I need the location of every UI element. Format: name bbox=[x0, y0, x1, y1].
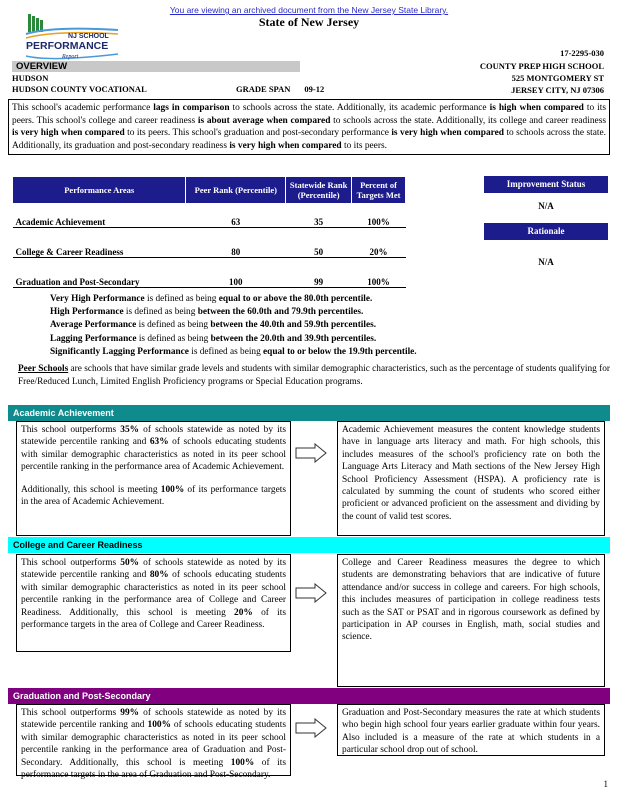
address-line2: JERSEY CITY, NJ 07306 bbox=[511, 85, 604, 95]
table-row: Graduation and Post-Secondary 100 99 100% bbox=[13, 258, 406, 288]
district-info bbox=[12, 73, 147, 95]
college-summary-box: This school outperforms 50% of schools statewide as noted by its statewide percentile ranking and 80% of schools educating students with similar demographic characteristics as noted in its peer school percentile ranking in the performance area of College and Career Readiness. Additionally, this school is meeting 20% of its performance targets in the area of College and Career Readiness. bbox=[16, 554, 291, 652]
county-district-name: HUDSON COUNTY VOCATIONAL bbox=[12, 84, 147, 94]
nj-school-performance-logo bbox=[22, 12, 122, 64]
page-number: 1 bbox=[603, 779, 608, 789]
definition-item: Significantly Lagging Performance is defined as being equal to or below the 19.9th percentile. bbox=[50, 346, 417, 357]
svg-text:Report: Report bbox=[62, 54, 79, 60]
graduation-description-box: Graduation and Post-Secondary measures the rate at which students who begin high school four years earlier graduate within four years. Also included is a measure of the rate at which students in a particular school drop out of school. bbox=[337, 704, 605, 756]
table-header-row bbox=[13, 177, 406, 204]
header-targets-met: Percent of Targets Met bbox=[352, 177, 406, 204]
peer-schools-note: Peer Schools are schools that have similar grade levels and students with similar demographic characteristics, such as the percentage of students qualifying for Free/Reduced Lunch, Limited English Proficiency programs or Special Education programs. bbox=[18, 364, 610, 387]
address-line1: 525 MONTGOMERY ST bbox=[511, 73, 604, 83]
section-header-college: College and Career Readiness bbox=[8, 537, 610, 553]
right-arrow-icon bbox=[295, 718, 327, 738]
header-performance-areas: Performance Areas bbox=[13, 177, 186, 204]
definition-item: Average Performance is defined as being between the 40.0th and 59.9th percentiles. bbox=[50, 320, 377, 331]
header-statewide-rank: Statewide Rank (Percentile) bbox=[286, 177, 352, 204]
grade-span-label: GRADE SPAN bbox=[236, 84, 291, 94]
section-header-academic: Academic Achievement bbox=[8, 405, 610, 421]
graduation-summary-box: This school outperforms 99% of schools statewide as noted by its statewide percentile ranking and 100% of schools educating students with similar demographic characteristics as noted in its peer school percentile ranking in the performance area of Graduation and Post-Secondary. Additionally, this school is meeting 100% of its performance targets in the area of Graduation and Post-Secondary. bbox=[16, 704, 291, 776]
header-peer-rank: Peer Rank (Percentile) bbox=[186, 177, 286, 204]
peer-schools-label: Peer Schools bbox=[18, 364, 69, 374]
table-row: College & Career Readiness 80 50 20% bbox=[13, 228, 406, 258]
improvement-status-value: N/A bbox=[538, 201, 554, 211]
grade-span bbox=[236, 84, 324, 94]
rationale-value: N/A bbox=[538, 257, 554, 267]
right-arrow-icon bbox=[295, 583, 327, 603]
definition-item: Lagging Performance is defined as being between the 20.0th and 39.9th percentiles. bbox=[50, 333, 377, 344]
table-row: Academic Achievement 63 35 100% bbox=[13, 204, 406, 228]
definition-item: Very High Performance is defined as being equal to or above the 80.0th percentile. bbox=[50, 294, 373, 304]
svg-text:NJ SCHOOL: NJ SCHOOL bbox=[68, 33, 109, 40]
state-title: State of New Jersey bbox=[258, 15, 360, 29]
school-name: COUNTY PREP HIGH SCHOOL bbox=[479, 61, 604, 71]
college-description-box: College and Career Readiness measures the degree to which students are demonstrating behaviors that are indicative of future attendance and/or success in college and careers. For high schools, this includes measures of participation in college readiness tests such as the SAT or PSAT and in rigorous coursework as defined by participation in AP courses in English, math, social studies and science. bbox=[337, 554, 605, 687]
academic-description-box: Academic Achievement measures the content knowledge students have in language arts literacy and math. For high schools, this includes measures of the school's proficiency rate on both the Language Arts Literacy and Math sections of the New Jersey High School Proficiency Assessment (HSPA). A proficiency rate is calculated by summing the count of students who scored either proficient or advanced proficient on the assessment and dividing by the count of valid test scores. bbox=[337, 421, 605, 536]
section-header-graduation: Graduation and Post-Secondary bbox=[8, 688, 610, 704]
section-label: OVERVIEW bbox=[12, 61, 300, 72]
performance-table bbox=[12, 176, 406, 288]
grade-span-value: 09-12 bbox=[304, 84, 325, 94]
school-id: 17-2295-030 bbox=[560, 48, 604, 58]
academic-summary-box: This school outperforms 35% of schools statewide as noted by its statewide percentile ranking and 63% of schools educating students with similar demographic characteristics as noted in its peer school percentile ranking in the performance area of Academic Achievement. Additionally, this school is meeting 100% of its performance targets in the area of Academic Achievement. bbox=[16, 421, 291, 536]
archive-notice-link[interactable]: You are viewing an archived document from the New Jersey State Library. bbox=[169, 5, 449, 15]
rationale-header: Rationale bbox=[484, 223, 608, 240]
school-address-block bbox=[480, 60, 604, 96]
definition-item: High Performance is defined as being between the 60.0th and 79.9th percentiles. bbox=[50, 307, 364, 318]
logo-graphic bbox=[22, 12, 122, 64]
performance-definitions bbox=[50, 293, 417, 359]
intro-summary: This school's academic performance lags in comparison to schools across the state. Additionally, its academic performance is high when compared to its peers. This school's college and career readiness is about average when compared to schools across the state. Additionally, its college and career readiness is very high when compared to its peers. This school's graduation and post-secondary performance is very high when compared to schools across the state. Additionally, its graduation and post-secondary readiness is very high when compared to its peers. bbox=[8, 99, 610, 155]
improvement-status-header: Improvement Status bbox=[484, 176, 608, 193]
svg-text:PERFORMANCE: PERFORMANCE bbox=[26, 40, 109, 52]
right-arrow-icon bbox=[295, 443, 327, 463]
district-name: HUDSON bbox=[12, 73, 49, 83]
